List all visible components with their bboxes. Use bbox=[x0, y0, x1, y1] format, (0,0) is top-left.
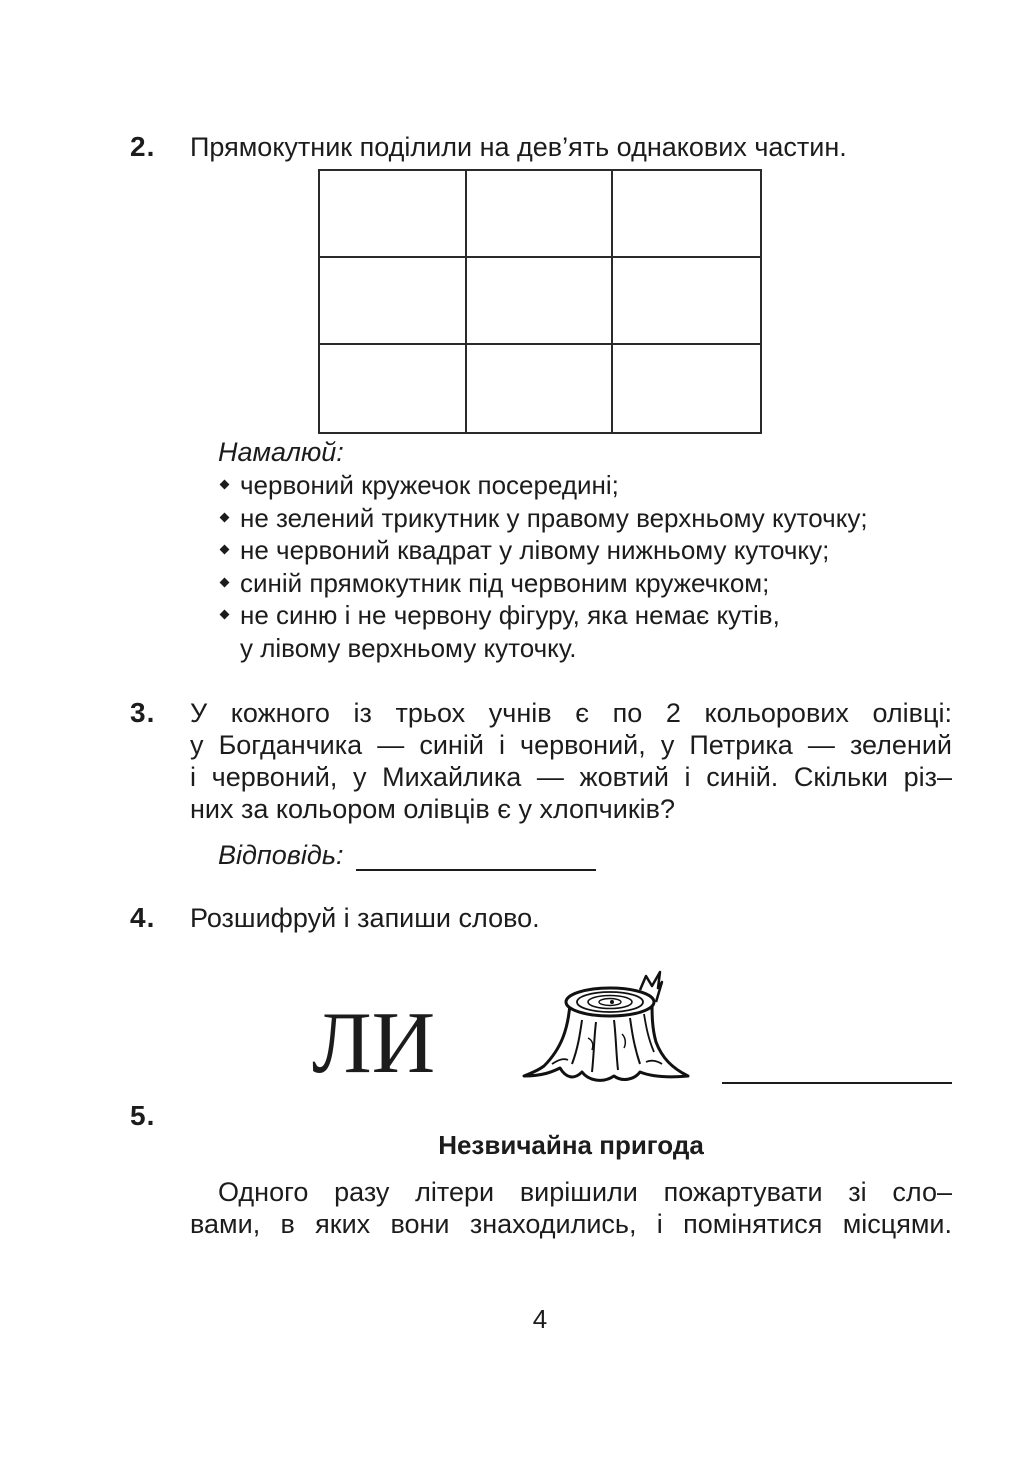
bullet-item: не червоний квадрат у лівому нижньому куточку; bbox=[218, 534, 868, 567]
diamond-bullet-icon bbox=[220, 512, 230, 522]
bullet-item: не зелений трикутник у правому верхньому куточку; bbox=[218, 502, 868, 535]
grid-cell-top-right bbox=[613, 171, 760, 258]
diamond-bullet-icon bbox=[220, 545, 230, 555]
task3-line: і червоний, у Михайлика — жовтий і синій. Скільки різ– bbox=[190, 762, 952, 792]
grid-cell-bottom-left bbox=[320, 345, 467, 432]
answer-label: Відповідь: bbox=[218, 840, 344, 870]
task3-answer bbox=[218, 839, 596, 871]
bullet-continuation: у лівому верхньому куточку. bbox=[240, 632, 577, 663]
task3-text bbox=[190, 697, 952, 825]
task3-line: У кожного із трьох учнів є по 2 кольорових олівці: bbox=[190, 698, 952, 728]
task3-line: них за кольором олівців є у хлопчиків? bbox=[190, 794, 675, 824]
task3-line: у Богданчика — синій і червоний, у Петрика — зелений bbox=[190, 730, 952, 760]
bullet-item: не синю і не червону фігуру, яка немає кутів, bbox=[218, 599, 868, 632]
task4-number: 4. bbox=[130, 902, 156, 933]
task4-text: Розшифруй і запиши слово. bbox=[190, 903, 540, 933]
grid-cell-middle-right bbox=[613, 258, 760, 345]
diamond-bullet-icon bbox=[220, 480, 230, 490]
task2-instruction: Намалюй: bbox=[218, 437, 344, 467]
nine-cell-rectangle bbox=[318, 169, 762, 434]
grid-cell-top-middle bbox=[467, 171, 614, 258]
answer-word-blank[interactable] bbox=[722, 1082, 952, 1084]
grid-cell-middle-left bbox=[320, 258, 467, 345]
story-title: Незвичайна пригода bbox=[438, 1130, 704, 1160]
bullet-item: червоний кружечок посередині; bbox=[218, 469, 868, 502]
page-number: 4 bbox=[532, 1304, 548, 1334]
grid-cell-center bbox=[467, 258, 614, 345]
rebus-syllable: ЛИ bbox=[312, 995, 436, 1092]
task2-text: Прямокутник поділили на дев’ять однакових частин. bbox=[190, 132, 847, 162]
task2-bullet-list bbox=[218, 469, 868, 664]
diamond-bullet-icon bbox=[220, 577, 230, 587]
story-text bbox=[190, 1176, 952, 1240]
story-line: вами, в яких вони знаходились, і помінятися місцями. bbox=[190, 1209, 952, 1239]
task3-number: 3. bbox=[130, 697, 156, 728]
tree-stump-icon bbox=[522, 968, 690, 1088]
grid-cell-top-left bbox=[320, 171, 467, 258]
diamond-bullet-icon bbox=[220, 610, 230, 620]
grid-cell-bottom-right bbox=[613, 345, 760, 432]
bullet-item: синій прямокутник під червоним кружечком; bbox=[218, 567, 868, 600]
story-line: Одного разу літери вирішили пожартувати зі сло– bbox=[218, 1177, 952, 1207]
grid-cell-bottom-middle bbox=[467, 345, 614, 432]
story-title-row bbox=[190, 1130, 952, 1161]
answer-blank-line[interactable] bbox=[356, 843, 596, 871]
task5-number: 5. bbox=[130, 1100, 156, 1131]
task2-number: 2. bbox=[130, 131, 156, 162]
